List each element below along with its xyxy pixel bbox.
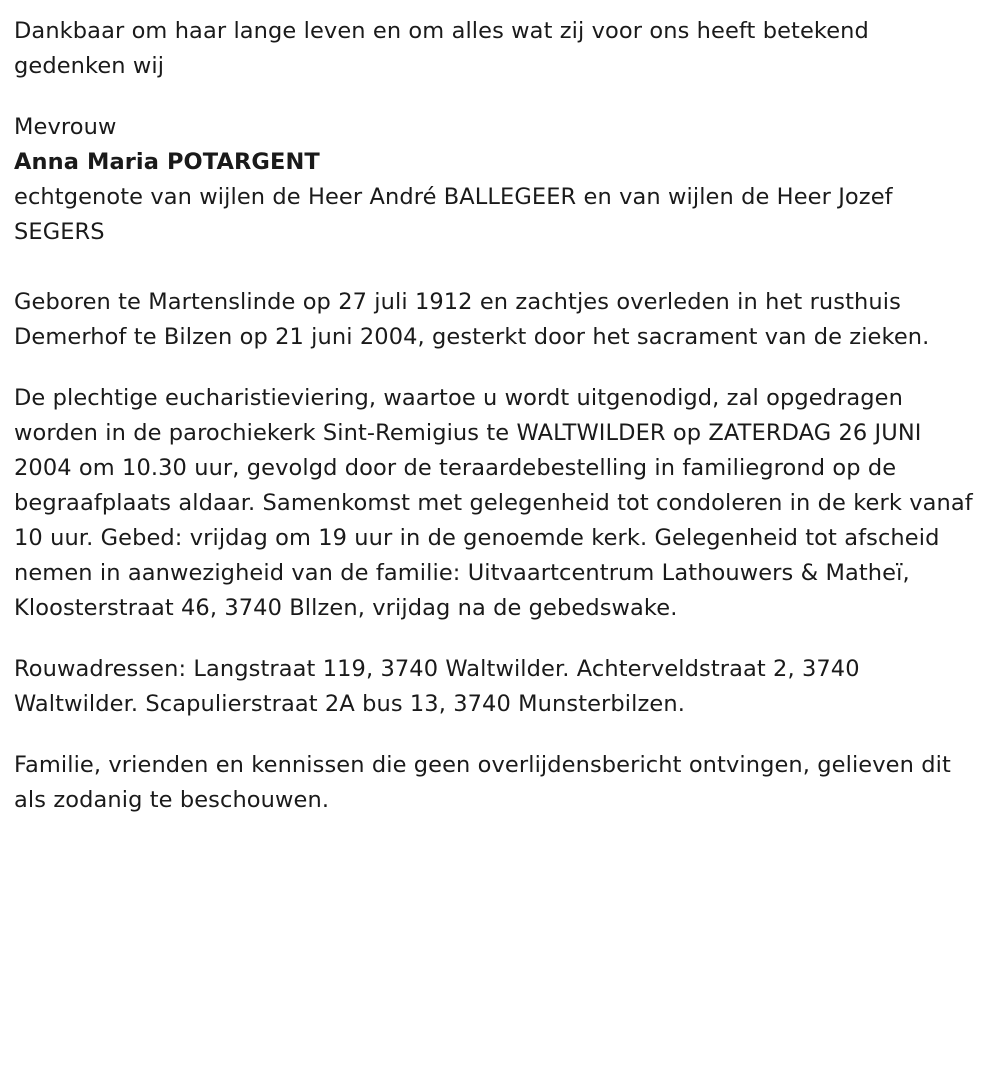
closing-note-paragraph: Familie, vrienden en kennissen die geen overlijdensbericht ontvingen, gelieven dit als zodanig te beschouwen. bbox=[14, 752, 959, 813]
birth-death-paragraph: Geboren te Martenslinde op 27 juli 1912 en zachtjes overleden in het rusthuis Demerhof te Bilzen op 21 juni 2004, gesterkt door het sacrament van de zieken. bbox=[14, 289, 930, 350]
salutation-line: Mevrouw bbox=[14, 114, 117, 140]
mourning-addresses-paragraph: Rouwadressen: Langstraat 119, 3740 Waltwilder. Achterveldstraat 2, 3740 Waltwilder. Scapulierstraat 2A bus 13, 3740 Munsterbilzen. bbox=[14, 656, 867, 717]
spouse-line: echtgenote van wijlen de Heer André BALLEGEER en van wijlen de Heer Jozef SEGERS bbox=[14, 184, 900, 245]
section-divider bbox=[14, 276, 982, 285]
deceased-name: Anna Maria POTARGENT bbox=[14, 149, 320, 175]
service-details-paragraph: De plechtige eucharistieviering, waartoe u wordt uitgenodigd, zal opgedragen worden in de parochiekerk Sint-Remigius te WALTWILDER op ZATERDAG 26 JUNI 2004 om 10.30 uur, gevolgd door de teraardebestelling in familiegrond op de begraafplaats aldaar. Samenkomst met gelegenheid tot condoleren in de kerk vanaf 10 uur. Gebed: vrijdag om 19 uur in de genoemde kerk. Gelegenheid tot afscheid nemen in aanwezigheid van de familie: Uitvaartcentrum Lathouwers & Matheï, Kloosterstraat 46, 3740 Bllzen, vrijdag na de gebedswake. bbox=[14, 385, 981, 621]
intro-paragraph: Dankbaar om haar lange leven en om alles wat zij voor ons heeft betekend gedenken wij bbox=[14, 18, 877, 79]
